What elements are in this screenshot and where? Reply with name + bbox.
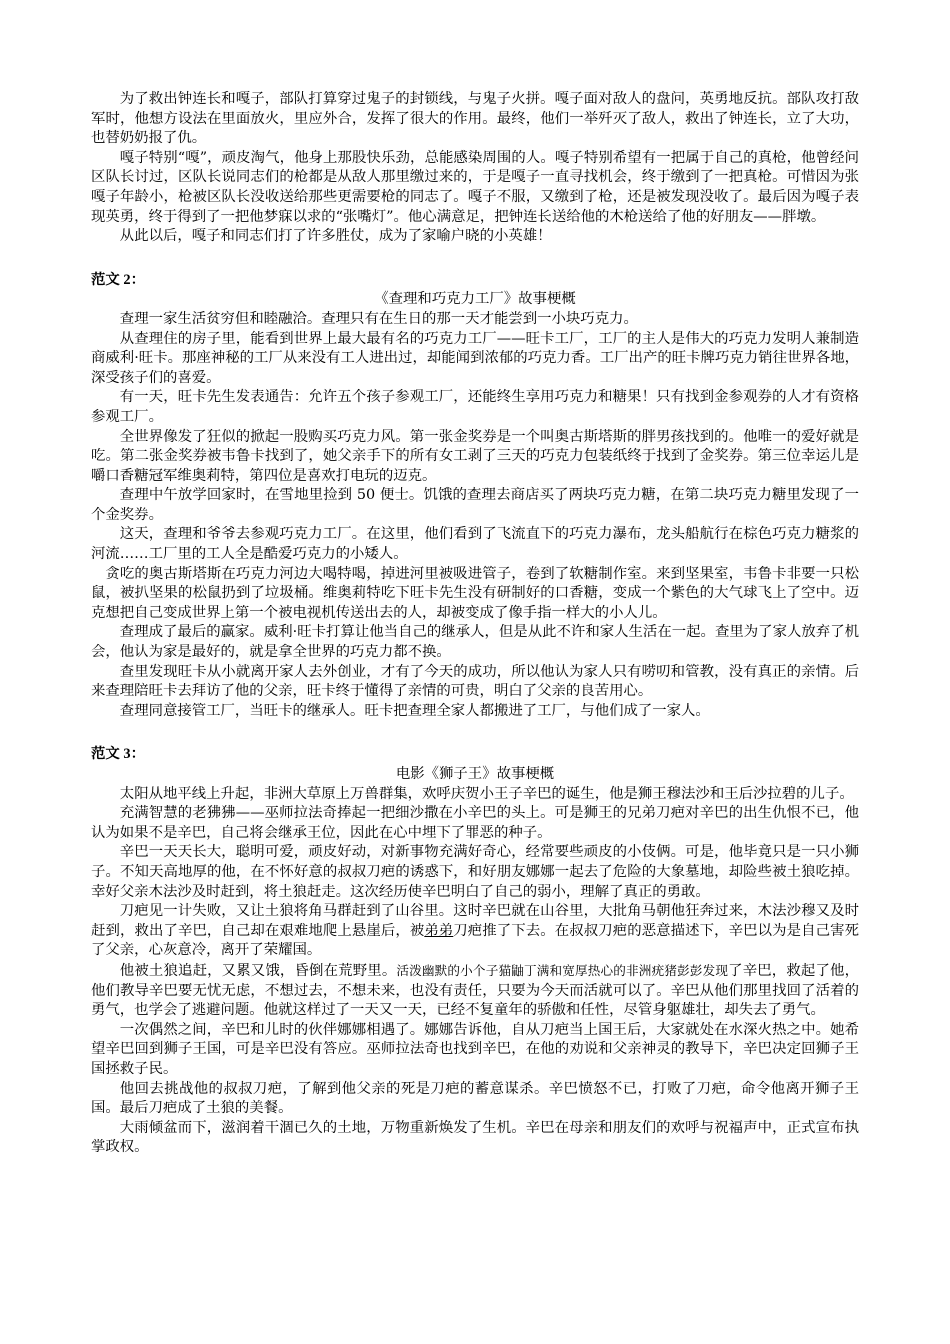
section-heading: 范文 3： [91, 746, 145, 763]
paragraph: 嘎子特别“嘎”，顽皮淘气，他身上那股快乐劲，总能感染周围的人。嘎子特别希望有一把属于自己的真枪，他曾经问区队长讨过，区队长说同志们的枪都是从敌人那里缴过来的，于是嘎子一直寻找机会，终于缴到了一把真枪。可惜因为张嘎子年龄小，枪被区队长没收送给那些更需要枪的同志了。嘎子不服，又缴到了枪，还是被发现没收了。最后因为嘎子表现英勇，终于得到了一把他梦寐以求的“张嘴灯”。他心满意足，把钟连长送给他的木枪送给了他的好朋友——胖墩。 [91, 149, 859, 225]
paragraph: 查理一家生活贫穷但和睦融洽。查理只有在生日的那一天才能尝到一小块巧克力。 [119, 310, 638, 327]
text-run: 刀疤推了下去。在叔叔刀疤的恶意描述下，辛巴以为是自己害死了父亲，心灰意冷，离开了荣耀国。 [91, 922, 859, 959]
paragraph: 查理成了最后的赢家。威利·旺卡打算让他当自己的继承人，但是从此不许和家人生活在一起。查里为了家人放弃了机会，他认为家是最好的，就是拿全世界的巧克力都不换。 [91, 624, 859, 661]
paragraph: 查理同意接管工厂，当旺卡的继承人。旺卡把查理全家人都搬进了工厂，与他们成了一家人。 [119, 702, 710, 719]
paragraph: 从查理住的房子里，能看到世界上最大最有名的巧克力工厂——旺卡工厂，工厂的主人是伟大的巧克力发明人兼制造商威利·旺卡。那座神秘的工厂从来没有工人进出过，却能闻到浓郁的巧克力香。工厂出产的旺卡牌巧克力销往世界各地，深受孩子们的喜爱。 [91, 330, 859, 386]
section-3 [91, 745, 859, 1157]
section-title: 《查理和巧克力工厂》故事梗概 [374, 291, 576, 308]
underlined-text: 弟弟 [424, 922, 454, 939]
section-2 [91, 271, 859, 722]
section-title: 电影《狮子王》故事梗概 [395, 766, 555, 782]
paragraph: 大雨倾盆而下，滋润着干涸已久的土地，万物重新焕发了生机。辛巴在母亲和朋友们的欢呼与祝福声中，正式宣布执掌政权。 [91, 1119, 859, 1156]
paragraph: 一次偶然之间，辛巴和儿时的伙伴娜娜相遇了。娜娜告诉他，自从刀疤当上国王后，大家就处在水深火热之中。她希望辛巴回到狮子王国，可是辛巴没有答应。巫师拉法奇也找到辛巴，在他的劝说和父亲神灵的教导下，辛巴决定回狮子王国拯救子民。 [91, 1021, 859, 1077]
text-run: 了辛巴，救起了他，他们教导辛巴要无忧无虑，不想过去，不想未来，也没有责任，只要为今天而活就可以了。辛巴从他们那里找回了活着的勇气，也学会了逃避问题。他就这样过了一天又一天，已经不复童年的骄傲和任性，尽管身躯雄壮，却失去了勇气。 [91, 962, 859, 1019]
document-page [91, 90, 859, 1158]
small-text-run: 活泼幽默的小个子猫鼬丁满和宽厚热心的非洲疣猪彭彭发现 [396, 962, 729, 978]
paragraph: 辛巴一天天长大，聪明可爱，顽皮好动，对新事物充满好奇心，经常要些顽皮的小伎俩。可是，他毕竟只是一只小狮子。不知天高地厚的他，在不怀好意的叔叔刀疤的诱惑下，和好朋友娜娜一起去了危险的大象墓地，却险些被土狼吃掉。幸好父亲木法沙及时赶到，将土狼赶走。这次经历使辛巴明白了自己的弱小，理解了真正的勇敢。 [91, 844, 859, 900]
paragraph: 这天，查理和爷爷去参观巧克力工厂。在这里，他们看到了飞流直下的巧克力瀑布，龙头船航行在棕色巧克力糖浆的河流……工厂里的工人全是酷爱巧克力的小矮人。 [91, 526, 859, 563]
paragraph: 从此以后，嘎子和同志们打了许多胜仗，成为了家喻户晓的小英雄！ [119, 228, 552, 245]
paragraph: 太阳从地平线上升起，非洲大草原上万兽群集，欢呼庆贺小王子辛巴的诞生，他是狮王穆法沙和王后沙拉碧的儿子。 [119, 785, 854, 802]
text-run: 刀疤见一计失败，又让土狼将角马群赶到了山谷里。这时辛巴就在山谷里，大批角马朝他狂奔过来，木法沙穆又及时赶到，救出了辛巴，自己却在艰难地爬上悬崖后，被 [91, 903, 859, 939]
paragraph: 查理中午放学回家时，在雪地里捡到 50 便士。饥饿的查理去商店买了两块巧克力糖，在第二块巧克力糖里发现了一个金奖券。 [91, 487, 859, 523]
paragraph: 全世界像发了狂似的掀起一股购买巧克力风。第一张金奖券是一个叫奥古斯塔斯的胖男孩找到的。他唯一的爱好就是吃。第二张金奖券被韦鲁卡找到了，她父亲手下的所有女工剥了三天的巧克力包装纸终于找到了金奖券。第三位幸运儿是嚼口香糖冠军维奥莉特，第四位是喜欢打电玩的迈克。 [91, 428, 859, 484]
paragraph [91, 961, 859, 1021]
paragraph: 查里发现旺卡从小就离开家人去外创业，才有了今天的成功，所以他认为家人只有唠叨和管教，没有真正的亲情。后来查理陪旺卡去拜访了他的父亲，旺卡终于懂得了亲情的可贵，明白了父亲的良苦用心。 [91, 663, 859, 700]
paragraph: 贪吃的奥古斯塔斯在巧克力河边大喝特喝，掉进河里被吸进管子，卷到了软糖制作室。来到坚果室，韦鲁卡非要一只松鼠，被扒坚果的松鼠扔到了垃圾桶。维奥莉特吃下旺卡先生没有研制好的口香糖，变成一个紫色的大气球飞上了空中。迈克想把自己变成世界上第一个被电视机传送出去的人，却被变成了像手指一样大的小人儿。 [91, 565, 859, 621]
paragraph [91, 902, 859, 961]
paragraph: 他回去挑战他的叔叔刀疤，了解到他父亲的死是刀疤的蓄意谋杀。辛巴愤怒不已，打败了刀疤，命令他离开狮子王国。最后刀疤成了土狼的美餐。 [91, 1080, 859, 1117]
section-heading: 范文 2： [91, 271, 145, 288]
paragraph: 有一天，旺卡先生发表通告：允许五个孩子参观工厂，还能终生享用巧克力和糖果！只有找到金参观券的人才有资格参观工厂。 [91, 389, 859, 425]
paragraph: 充满智慧的老狒狒——巫师拉法奇捧起一把细沙撒在小辛巴的头上。可是狮王的兄弟刀疤对辛巴的出生仇恨不已，他认为如果不是辛巴，自己将会继承王位，因此在心中埋下了罪恶的种子。 [91, 805, 859, 841]
section-1 [91, 90, 859, 247]
text-run: 他被土狼追赶，又累又饿，昏倒在荒野里。 [119, 962, 397, 979]
paragraph: 为了救出钟连长和嘎子，部队打算穿过鬼子的封锁线，与鬼子火拼。嘎子面对敌人的盘问，英勇地反抗。部队攻打敌军时，他想方设法在里面放火，里应外合，发挥了很大的作用。最终，他们一举歼灭了敌人，救出了钟连长，立了大功，也替奶奶报了仇。 [91, 91, 859, 147]
